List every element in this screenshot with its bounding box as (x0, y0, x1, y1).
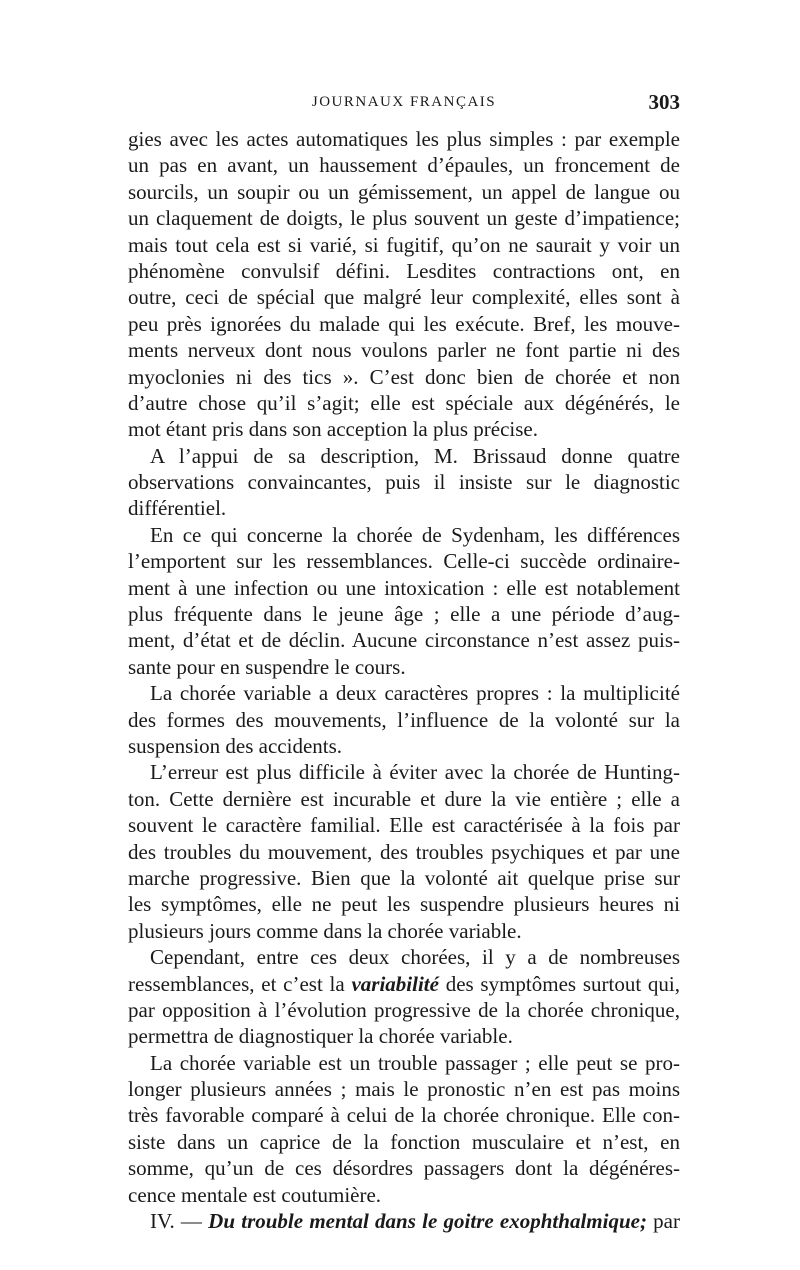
text-line: cence mentale est coutumière. (128, 1182, 382, 1207)
text-line: peu près ignorées du malade qui les exécute. Bref, les mouve- (128, 311, 680, 336)
text-line: ment à une infection ou une intoxication : elle est notablement (128, 575, 680, 600)
text-line: La chorée variable a deux caractères propres : la multiplicité (150, 681, 680, 706)
text-line: très favorable comparé à celui de la chorée chronique. Elle con- (128, 1103, 680, 1128)
text-line: sourcils, un soupir ou un gémissement, un appel de langue ou (128, 179, 680, 204)
text-line: un pas en avant, un haussement d’épaules, un froncement de (128, 153, 680, 178)
text-segment: ressemblances, et c’est la (128, 971, 352, 996)
text-line: l’emportent sur les ressemblances. Celle-ci succède ordinaire- (128, 549, 680, 574)
text-line: souvent le caractère familial. Elle est caractérisée à la fois par (128, 813, 680, 838)
text-line: sante pour en suspendre le cours. (128, 654, 406, 679)
text-line: A l’appui de sa description, M. Brissaud donne quatre (150, 443, 680, 468)
text-line: siste dans un caprice de la fonction musculaire et n’est, en (128, 1129, 680, 1154)
text-line: ments nerveux dont nous voulons parler ne font partie ni des (128, 338, 680, 363)
text-line: par opposition à l’évolution progressive de la chorée chronique, (128, 997, 680, 1022)
text-line: phénomène convulsif défini. Lesdites contractions ont, en (128, 258, 680, 283)
text-line: observations convaincantes, puis il insiste sur le diagnostic (128, 470, 680, 495)
text-line: d’autre chose qu’il s’agit; elle est spéciale aux dégénérés, le (128, 390, 680, 415)
text-line: différentiel. (128, 496, 227, 521)
page-number: 303 (648, 90, 680, 114)
body-text (128, 126, 680, 1234)
text-line: permettra de diagnostiquer la chorée variable. (128, 1024, 513, 1049)
text-line: les symptômes, elle ne peut les suspendre plusieurs heures ni (128, 892, 680, 917)
text-line: des formes des mouvements, l’influence de la volonté sur la (128, 707, 680, 732)
text-segment: par (646, 1209, 680, 1234)
text-line: longer plusieurs années ; mais le pronostic n’en est pas moins (128, 1077, 680, 1102)
text-line: suspension des accidents. (128, 733, 343, 758)
text-line: outre, ceci de spécial que malgré leur complexité, elles sont à (128, 285, 680, 310)
text-line: L’erreur est plus difficile à éviter avec la chorée de Hunting- (150, 760, 680, 785)
italic-text: variabilité (351, 971, 439, 996)
text-line: myoclonies ni des tics ». C’est donc bien de chorée et non (128, 364, 680, 389)
text-segment: IV. — (150, 1209, 209, 1234)
text-line: marche progressive. Bien que la volonté ait quelque prise sur (128, 865, 680, 890)
text-line: gies avec les actes automatiques les plus simples : par exemple (128, 127, 680, 151)
text-line (128, 971, 680, 997)
text-line: mais tout cela est si varié, si fugitif, qu’on ne saurait y voir un (128, 232, 680, 257)
text-line: La chorée variable est un trouble passager ; elle peut se pro- (150, 1050, 680, 1075)
italic-text: Du trouble mental dans le goitre exophthalmique; (208, 1209, 647, 1234)
text-line: plusieurs jours comme dans la chorée variable. (128, 918, 522, 943)
text-segment: des symptômes surtout qui, (438, 971, 680, 996)
text-line: des troubles du mouvement, des troubles psychiques et par une (128, 839, 680, 864)
text-line: plus fréquente dans le jeune âge ; elle a une période d’aug- (128, 602, 680, 627)
text-line: mot étant pris dans son acception la plus précise. (128, 417, 538, 442)
text-line: un claquement de doigts, le plus souvent un geste d’impatience; (128, 206, 680, 231)
text-line: Cependant, entre ces deux chorées, il y a de nombreuses (150, 945, 680, 970)
running-head: JOURNAUX FRANÇAIS (311, 94, 497, 110)
text-line: ment, d’état et de déclin. Aucune circonstance n’est assez puis- (128, 628, 680, 653)
text-line (128, 1208, 680, 1234)
page-header (128, 90, 680, 120)
text-line: somme, qu’un de ces désordres passagers dont la dégénéres- (128, 1156, 680, 1181)
text-line: En ce qui concerne la chorée de Sydenham, les différences (150, 522, 680, 547)
text-line: ton. Cette dernière est incurable et dure la vie entière ; elle a (128, 786, 680, 811)
